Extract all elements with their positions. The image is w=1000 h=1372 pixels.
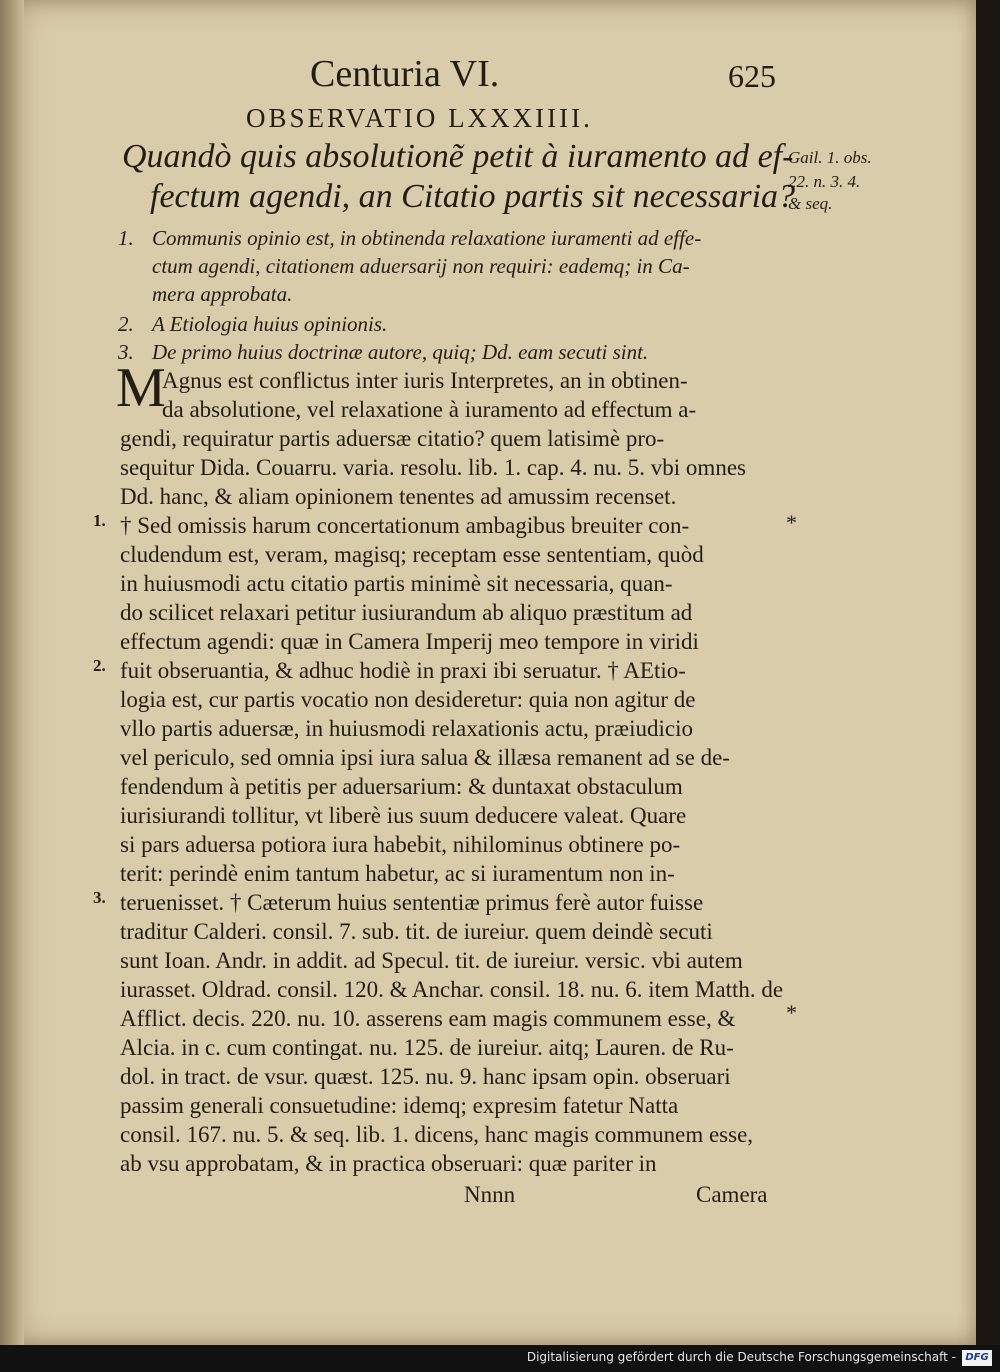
- summary-line: De primo huius doctrinæ autore, quiq; Dd. eam secuti sint.: [152, 340, 649, 364]
- margin-number-2: 2.: [93, 656, 106, 675]
- body-line: Afflict. decis. 220. nu. 10. asserens eam magis communem esse, &: [120, 1006, 736, 1031]
- summary-line: Communis opinio est, in obtinenda relaxatione iuramenti ad effe-: [152, 226, 702, 250]
- body-line: Dd. hanc, & aliam opinionem tenentes ad amussim recenset.: [120, 484, 677, 509]
- page-number: 625: [728, 58, 776, 94]
- body-line: traditur Calderi. consil. 7. sub. tit. de iureiur. quem deindè secuti: [120, 919, 713, 944]
- dfg-logo-icon: DFG: [962, 1350, 992, 1366]
- body-line: dol. in tract. de vsur. quæst. 125. nu. 9. hanc ipsam opin. obseruari: [120, 1064, 731, 1089]
- body-line: terit: perindè enim tantum habetur, ac si iuramentum non in-: [120, 861, 675, 886]
- margin-number-3: 3.: [93, 888, 106, 907]
- body-line: da absolutione, vel relaxatione à iuramento ad effectum a-: [162, 397, 697, 422]
- summary-number-2: 2.: [118, 312, 134, 336]
- body-line: in huiusmodi actu citatio partis minimè sit necessaria, quan-: [120, 571, 673, 596]
- side-reference-line-3: & seq.: [788, 194, 833, 213]
- summary-number-3: 3.: [118, 340, 134, 364]
- observation-heading: OBSERVATIO LXXXIIII.: [246, 103, 593, 133]
- body-line: gendi, requiratur partis aduersæ citatio? quem latisimè pro-: [120, 426, 665, 451]
- summary-line: A Etiologia huius opinionis.: [152, 312, 388, 336]
- book-spine-shadow: [0, 0, 24, 1345]
- body-line: passim generali consuetudine: idemq; expresim fatetur Natta: [120, 1093, 679, 1118]
- margin-asterisk: *: [786, 1000, 797, 1025]
- body-line: vllo partis aduersæ, in huiusmodi relaxationis actu, præiudicio: [120, 716, 693, 741]
- body-line: si pars aduersa potiora iura habebit, nihilominus obtinere po-: [120, 832, 681, 857]
- drop-cap: M: [116, 357, 166, 419]
- body-line: Agnus est conflictus inter iuris Interpretes, an in obtinen-: [162, 368, 688, 393]
- side-reference-line-2: 22. n. 3. 4.: [788, 172, 861, 191]
- margin-number-1: 1.: [93, 511, 106, 530]
- margin-asterisk: *: [786, 510, 797, 535]
- body-line: consil. 167. nu. 5. & seq. lib. 1. dicens, hanc magis communem esse,: [120, 1122, 754, 1147]
- footer-credit: Digitalisierung gefördert durch die Deutsche Forschungsgemeinschaft -: [526, 1350, 956, 1364]
- body-line: iurisiurandi tollitur, vt liberè ius suum deducere valeat. Quare: [120, 803, 687, 828]
- body-line: † Sed omissis harum concertationum ambagibus breuiter con-: [120, 513, 690, 538]
- body-line: sunt Ioan. Andr. in addit. ad Specul. tit. de iureiur. versic. vbi autem: [120, 948, 743, 973]
- body-line: ab vsu approbatam, & in practica obseruari: quæ pariter in: [120, 1151, 657, 1176]
- body-line: effectum agendi: quæ in Camera Imperij meo tempore in viridi: [120, 629, 699, 654]
- running-head: Centuria VI.: [310, 53, 500, 95]
- observation-title-line-2: fectum agendi, an Citatio partis sit necessaria?: [150, 178, 796, 215]
- body-line: logia est, cur partis vocatio non desideretur: quia non agitur de: [120, 687, 696, 712]
- body-line: teruenisset. † Cæterum huius sententiæ primus ferè autor fuisse: [120, 890, 704, 915]
- body-line: fuit obseruantia, & adhuc hodiè in praxi ibi seruatur. † AEtio-: [120, 658, 686, 683]
- body-line: fendendum à petitis per aduersarium: & duntaxat obstaculum: [120, 774, 683, 799]
- body-line: Alcia. in c. cum contingat. nu. 125. de iureiur. aitq; Lauren. de Ru-: [120, 1035, 734, 1060]
- body-line: vel periculo, sed omnia ipsi iura salua & illæsa remanent ad se de-: [120, 745, 730, 770]
- summary-line: ctum agendi, citationem aduersarij non requiri: eademq; in Ca-: [152, 254, 690, 278]
- catchword: Camera: [696, 1182, 768, 1207]
- observation-title-line-1: Quandò quis absolutionẽ petit à iuramento ad ef-: [122, 138, 794, 175]
- summary-line: mera approbata.: [152, 282, 293, 306]
- body-line: iurasset. Oldrad. consil. 120. & Anchar. consil. 18. nu. 6. item Matth. de: [120, 977, 784, 1002]
- body-line: cludendum est, veram, magisq; receptam esse sententiam, quòd: [120, 542, 704, 567]
- summary-number-1: 1.: [118, 226, 134, 250]
- body-line: do scilicet relaxari petitur iusiurandum ab aliquo præstitum ad: [120, 600, 693, 625]
- signature-mark: Nnnn: [464, 1182, 516, 1207]
- body-line: sequitur Dida. Couarru. varia. resolu. lib. 1. cap. 4. nu. 5. vbi omnes: [120, 455, 746, 480]
- side-reference-line-1: Gail. 1. obs.: [788, 148, 872, 167]
